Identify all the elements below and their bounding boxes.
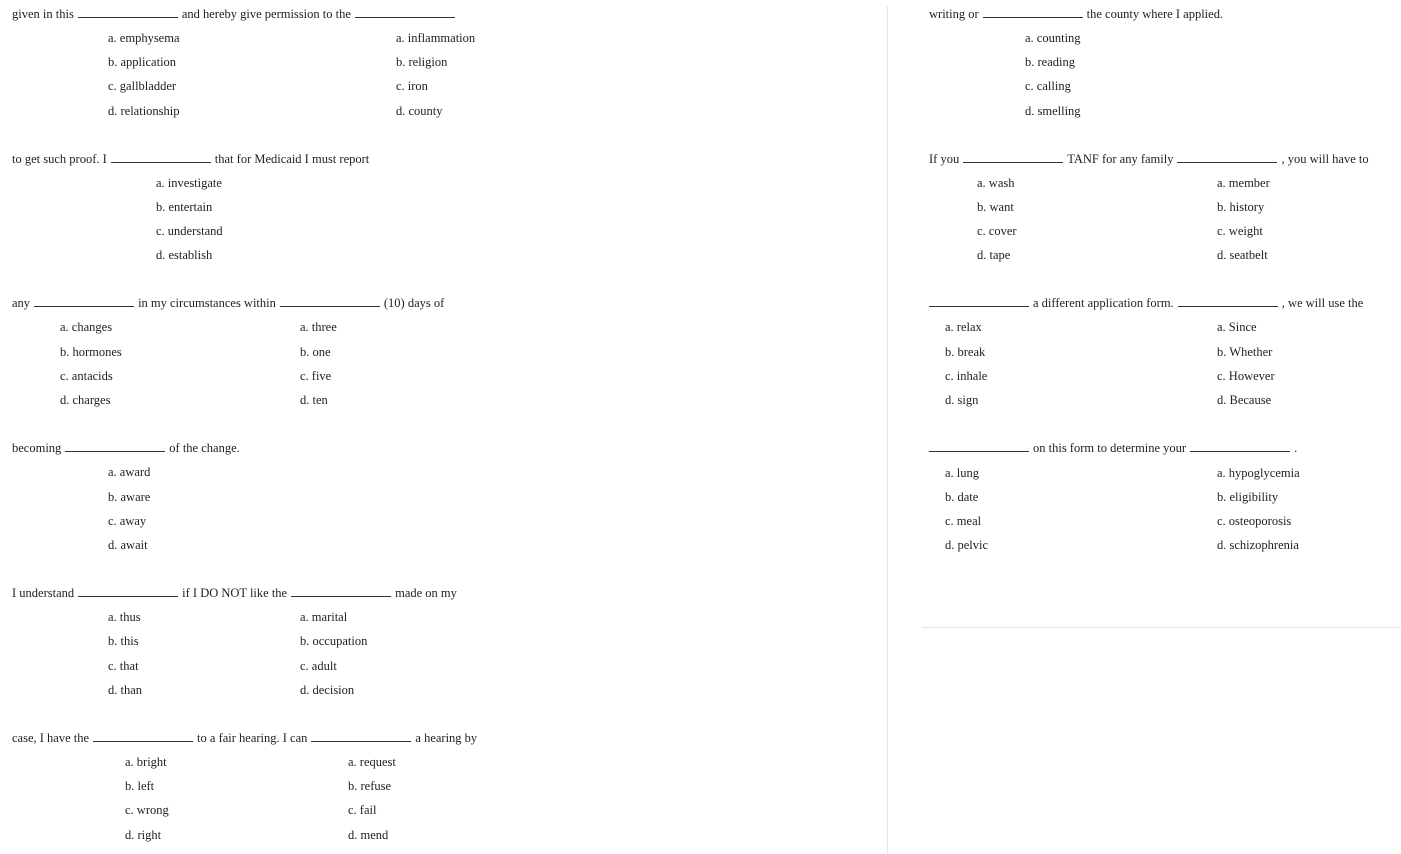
question-sentence bbox=[12, 151, 369, 167]
answer-blank bbox=[1190, 440, 1290, 452]
sentence-text: , you will have to bbox=[1281, 152, 1369, 166]
choice-option[interactable]: a. marital bbox=[300, 610, 348, 624]
question-sentence bbox=[12, 6, 459, 22]
choice-option[interactable]: d. sign bbox=[945, 393, 979, 407]
choice-option[interactable]: d. ten bbox=[300, 393, 328, 407]
answer-blank bbox=[93, 730, 193, 742]
choice-option[interactable]: a. counting bbox=[1025, 31, 1081, 45]
choice-option[interactable]: a. bright bbox=[125, 755, 167, 769]
sentence-text: writing or bbox=[929, 7, 979, 21]
question-sentence bbox=[929, 6, 1223, 22]
choice-option[interactable]: b. aware bbox=[108, 490, 151, 504]
choice-option[interactable]: d. relationship bbox=[108, 104, 180, 118]
choice-option[interactable]: a. hypoglycemia bbox=[1217, 466, 1300, 480]
sentence-text: made on my bbox=[395, 586, 457, 600]
choice-option[interactable]: c. away bbox=[108, 514, 147, 528]
choice-option[interactable]: b. date bbox=[945, 490, 979, 504]
sentence-text: If you bbox=[929, 152, 960, 166]
choice-option[interactable]: c. adult bbox=[300, 659, 337, 673]
choice-option[interactable]: c. gallbladder bbox=[108, 79, 177, 93]
question-sentence bbox=[925, 440, 1297, 456]
choice-option[interactable]: c. meal bbox=[945, 514, 982, 528]
sentence-text: , we will use the bbox=[1281, 296, 1364, 310]
choice-option[interactable]: d. pelvic bbox=[945, 538, 989, 552]
answer-blank bbox=[34, 295, 134, 307]
sentence-text: of the change. bbox=[169, 441, 240, 455]
answer-blank bbox=[983, 6, 1083, 18]
sentence-text: given in this bbox=[12, 7, 74, 21]
section-divider bbox=[922, 627, 1401, 628]
question-sentence bbox=[12, 585, 457, 601]
answer-blank bbox=[65, 440, 165, 452]
choice-option[interactable]: a. inflammation bbox=[396, 31, 476, 45]
choice-option[interactable]: b. eligibility bbox=[1217, 490, 1279, 504]
choice-option[interactable]: a. investigate bbox=[156, 176, 222, 190]
answer-blank bbox=[291, 585, 391, 597]
choice-option[interactable]: a. lung bbox=[945, 466, 980, 480]
choice-option[interactable]: a. Since bbox=[1217, 320, 1257, 334]
sentence-text: to get such proof. I bbox=[12, 152, 107, 166]
column-divider bbox=[887, 6, 888, 854]
choice-option[interactable]: d. charges bbox=[60, 393, 111, 407]
choice-option[interactable]: d. Because bbox=[1217, 393, 1272, 407]
choice-option[interactable]: c. osteoporosis bbox=[1217, 514, 1292, 528]
choice-option[interactable]: a. award bbox=[108, 465, 151, 479]
choice-option[interactable]: d. county bbox=[396, 104, 443, 118]
question-sentence bbox=[929, 151, 1369, 167]
answer-blank bbox=[78, 585, 178, 597]
answer-blank bbox=[929, 440, 1029, 452]
choice-option[interactable]: b. application bbox=[108, 55, 177, 69]
answer-blank bbox=[355, 6, 455, 18]
answer-blank bbox=[929, 295, 1029, 307]
choice-option[interactable]: b. Whether bbox=[1217, 345, 1273, 359]
choice-option[interactable]: a. request bbox=[348, 755, 396, 769]
sentence-text: that for Medicaid I must report bbox=[214, 152, 370, 166]
answer-blank bbox=[311, 730, 411, 742]
sentence-text: (10) days of bbox=[383, 296, 445, 310]
choice-option[interactable]: b. one bbox=[300, 345, 331, 359]
choice-option[interactable]: b. left bbox=[125, 779, 155, 793]
sentence-text: on this form to determine your bbox=[1033, 441, 1187, 455]
choice-option[interactable]: c. weight bbox=[1217, 224, 1263, 238]
choice-option[interactable]: c. five bbox=[300, 369, 332, 383]
choice-option[interactable]: a. relax bbox=[945, 320, 982, 334]
choice-option[interactable]: c. However bbox=[1217, 369, 1275, 383]
choice-option[interactable]: c. fail bbox=[348, 803, 377, 817]
sentence-text: any bbox=[12, 296, 31, 310]
choice-option[interactable]: c. inhale bbox=[945, 369, 988, 383]
question-sentence bbox=[12, 730, 477, 746]
choice-option[interactable]: b. religion bbox=[396, 55, 448, 69]
sentence-text: case, I have the bbox=[12, 731, 90, 745]
choice-option[interactable]: b. want bbox=[977, 200, 1014, 214]
choice-option[interactable]: a. changes bbox=[60, 320, 113, 334]
choice-option[interactable]: b. entertain bbox=[156, 200, 213, 214]
choice-option[interactable]: d. tape bbox=[977, 248, 1011, 262]
choice-option[interactable]: c. wrong bbox=[125, 803, 169, 817]
choice-option[interactable]: c. understand bbox=[156, 224, 223, 238]
choice-option[interactable]: c. antacids bbox=[60, 369, 113, 383]
choice-option[interactable]: d. decision bbox=[300, 683, 355, 697]
sentence-text: TANF for any family bbox=[1067, 152, 1174, 166]
choice-option[interactable]: a. emphysema bbox=[108, 31, 180, 45]
sentence-text: in my circumstances within bbox=[138, 296, 276, 310]
answer-blank bbox=[963, 151, 1063, 163]
sentence-text: if I DO NOT like the bbox=[182, 586, 288, 600]
choice-option[interactable]: b. this bbox=[108, 634, 139, 648]
choice-option[interactable]: a. wash bbox=[977, 176, 1015, 190]
choice-option[interactable]: b. refuse bbox=[348, 779, 392, 793]
choice-option[interactable]: b. occupation bbox=[300, 634, 368, 648]
choice-option[interactable]: b. reading bbox=[1025, 55, 1075, 69]
sentence-text: to a fair hearing. I can bbox=[197, 731, 308, 745]
choice-option[interactable]: d. seatbelt bbox=[1217, 248, 1268, 262]
sentence-text: a different application form. bbox=[1033, 296, 1174, 310]
choice-option[interactable]: d. await bbox=[108, 538, 148, 552]
sentence-text: a hearing by bbox=[415, 731, 478, 745]
answer-blank bbox=[280, 295, 380, 307]
answer-blank bbox=[1177, 151, 1277, 163]
choice-option[interactable]: a. thus bbox=[108, 610, 141, 624]
question-sentence bbox=[12, 295, 444, 311]
sentence-text: becoming bbox=[12, 441, 62, 455]
question-sentence bbox=[925, 295, 1363, 311]
choice-option[interactable]: d. right bbox=[125, 828, 162, 842]
sentence-text: and hereby give permission to the bbox=[181, 7, 351, 21]
choice-option[interactable]: b. history bbox=[1217, 200, 1265, 214]
sentence-text: I understand bbox=[12, 586, 75, 600]
question-sentence bbox=[12, 440, 240, 456]
choice-option[interactable]: d. establish bbox=[156, 248, 213, 262]
answer-blank bbox=[1178, 295, 1278, 307]
choice-option[interactable]: d. than bbox=[108, 683, 143, 697]
choice-option[interactable]: d. smelling bbox=[1025, 104, 1081, 118]
choice-option[interactable]: c. cover bbox=[977, 224, 1017, 238]
choice-option[interactable]: d. mend bbox=[348, 828, 389, 842]
choice-option[interactable]: d. schizophrenia bbox=[1217, 538, 1299, 552]
choice-option[interactable]: b. break bbox=[945, 345, 986, 359]
choice-option[interactable]: a. three bbox=[300, 320, 337, 334]
answer-blank bbox=[111, 151, 211, 163]
choice-option[interactable]: b. hormones bbox=[60, 345, 122, 359]
choice-option[interactable]: c. iron bbox=[396, 79, 428, 93]
answer-blank bbox=[78, 6, 178, 18]
choice-option[interactable]: c. that bbox=[108, 659, 139, 673]
choice-option[interactable]: a. member bbox=[1217, 176, 1270, 190]
sentence-text: the county where I applied. bbox=[1086, 7, 1224, 21]
choice-option[interactable]: c. calling bbox=[1025, 79, 1071, 93]
sentence-text: . bbox=[1294, 441, 1298, 455]
